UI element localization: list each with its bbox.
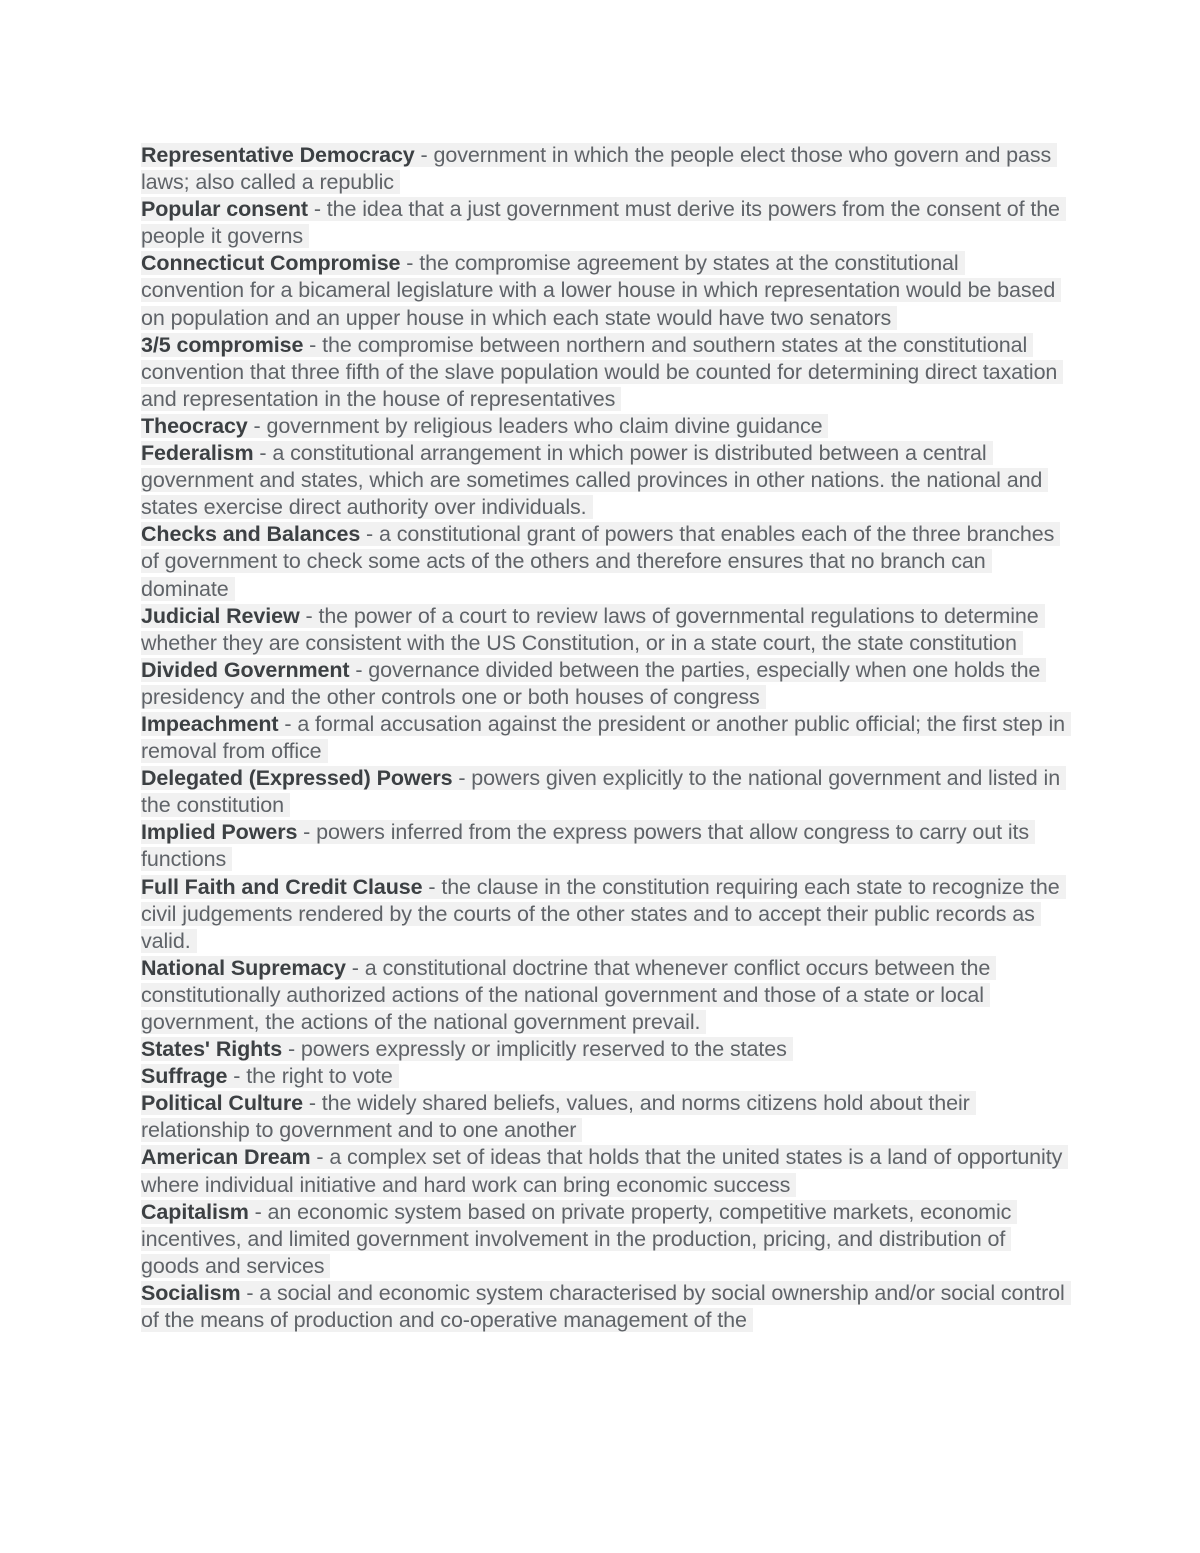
glossary-entry [141, 819, 1066, 873]
glossary-entry [141, 142, 1066, 196]
term-separator: - [302, 1091, 322, 1116]
glossary-entry [141, 1063, 1066, 1090]
glossary-definition: government by religious leaders who claim divine guidance [266, 413, 823, 438]
term-separator: - [414, 143, 434, 167]
glossary-term: Capitalism [141, 1199, 249, 1224]
glossary-entry [141, 413, 1066, 440]
term-separator: - [278, 711, 298, 736]
glossary-definition: powers given explicitly to the national government and listed in the constitution [141, 766, 1061, 818]
glossary-entry [141, 1199, 1066, 1280]
glossary-entry [141, 765, 1066, 819]
glossary-definition: the compromise between northern and southern states at the constitutional convention that three fifth of the slave population would be counted for determining direct taxation and representation in the house of representatives [141, 332, 1058, 411]
term-separator: - [248, 1199, 268, 1224]
glossary-definition: the idea that a just government must derive its powers from the consent of the people it governs [141, 197, 1060, 249]
term-separator: - [227, 1064, 247, 1089]
glossary-page [141, 142, 1066, 1334]
glossary-definition: the clause in the constitution requiring each state to recognize the civil judgements rendered by the courts of the other states and to accept their public records as valid. [141, 874, 1060, 953]
glossary-definition: the power of a court to review laws of governmental regulations to determine whether they are consistent with the US Constitution, or in a state court, the state constitution [141, 603, 1039, 655]
glossary-definition: a formal accusation against the president or another public official; the first step in removal from office [141, 711, 1066, 764]
term-separator: - [422, 874, 442, 899]
term-separator: - [240, 1280, 260, 1305]
glossary-term: Suffrage [141, 1064, 228, 1089]
glossary-entry [141, 711, 1066, 765]
glossary-entry [141, 440, 1066, 521]
glossary-entry [141, 332, 1066, 413]
glossary-term: Checks and Balances [141, 522, 361, 547]
glossary-term: States' Rights [141, 1037, 283, 1062]
glossary-term: American Dream [141, 1145, 311, 1170]
term-separator: - [247, 413, 267, 438]
glossary-entry [141, 1036, 1066, 1063]
glossary-term: Popular consent [141, 197, 308, 222]
glossary-definition: a constitutional grant of powers that enables each of the three branches of government to check some acts of the others and therefore ensures that no branch can dominate [141, 522, 1055, 601]
glossary-term: Connecticut Compromise [141, 251, 401, 276]
glossary-entry [141, 1090, 1066, 1144]
glossary-entry [141, 657, 1066, 711]
glossary-definition: a constitutional doctrine that whenever conflict occurs between the constitutionally authorized actions of the national government and those of a state or local government, the actions of the national government prevail. [141, 955, 991, 1034]
term-separator: - [360, 522, 379, 547]
glossary-definition: governance divided between the parties, especially when one holds the presidency and the other controls one or both houses of congress [141, 657, 1041, 709]
glossary-term: Socialism [141, 1280, 241, 1305]
term-separator: - [307, 197, 327, 222]
glossary-entry [141, 521, 1066, 602]
glossary-term: National Supremacy [141, 955, 346, 980]
glossary-term: Judicial Review [141, 603, 300, 628]
term-separator: - [310, 1145, 330, 1170]
glossary-term: Representative Democracy [141, 143, 415, 167]
glossary-entry [141, 196, 1066, 250]
glossary-term: Full Faith and Credit Clause [141, 874, 423, 899]
glossary-definition: the compromise agreement by states at the constitutional convention for a bicameral legislature with a lower house in which representation would be based on population and an upper house in which each state would have two senators [141, 251, 1056, 330]
glossary-definition: a social and economic system characterised by social ownership and/or social control of the means of production and co-operative management of the [141, 1280, 1065, 1333]
glossary-term: Implied Powers [141, 820, 298, 845]
glossary-definition: a constitutional arrangement in which power is distributed between a central government and states, which are sometimes called provinces in other nations. the national and states exercise direct authority over individuals. [141, 441, 1043, 520]
glossary-term: 3/5 compromise [141, 332, 304, 357]
glossary-definition: an economic system based on private property, competitive markets, economic incentives, and limited government involvement in the production, pricing, and distribution of goods and services [141, 1199, 1012, 1278]
term-separator: - [400, 251, 420, 276]
term-separator: - [303, 332, 323, 357]
term-separator: - [282, 1037, 301, 1062]
term-separator: - [452, 766, 472, 791]
glossary-entry [141, 603, 1066, 657]
term-separator: - [345, 955, 365, 980]
term-separator: - [297, 820, 317, 845]
glossary-term: Political Culture [141, 1091, 303, 1116]
glossary-definition: the widely shared beliefs, values, and norms citizens hold about their relationship to government and to one another [141, 1091, 970, 1143]
glossary-entry [141, 1144, 1066, 1198]
glossary-term: Delegated (Expressed) Powers [141, 766, 453, 791]
glossary-term: Impeachment [141, 711, 279, 736]
glossary-entry [141, 955, 1066, 1036]
term-separator: - [299, 603, 319, 628]
glossary-definition: the right to vote [246, 1064, 393, 1089]
glossary-definition: government in which the people elect those who govern and pass laws; also called a republic [141, 143, 1052, 195]
term-separator: - [253, 441, 273, 466]
glossary-entry [141, 250, 1066, 331]
glossary-definition: powers expressly or implicitly reserved to the states [300, 1037, 787, 1062]
glossary-definition: powers inferred from the express powers that allow congress to carry out its functions [141, 820, 1030, 872]
glossary-entry [141, 1280, 1066, 1334]
glossary-definition: a complex set of ideas that holds that the united states is a land of opportunity where individual initiative and hard work can bring economic success [141, 1145, 1063, 1197]
glossary-term: Divided Government [141, 657, 350, 682]
glossary-term: Federalism [141, 441, 254, 466]
glossary-entry [141, 874, 1066, 955]
glossary-term: Theocracy [141, 413, 248, 438]
term-separator: - [349, 657, 369, 682]
